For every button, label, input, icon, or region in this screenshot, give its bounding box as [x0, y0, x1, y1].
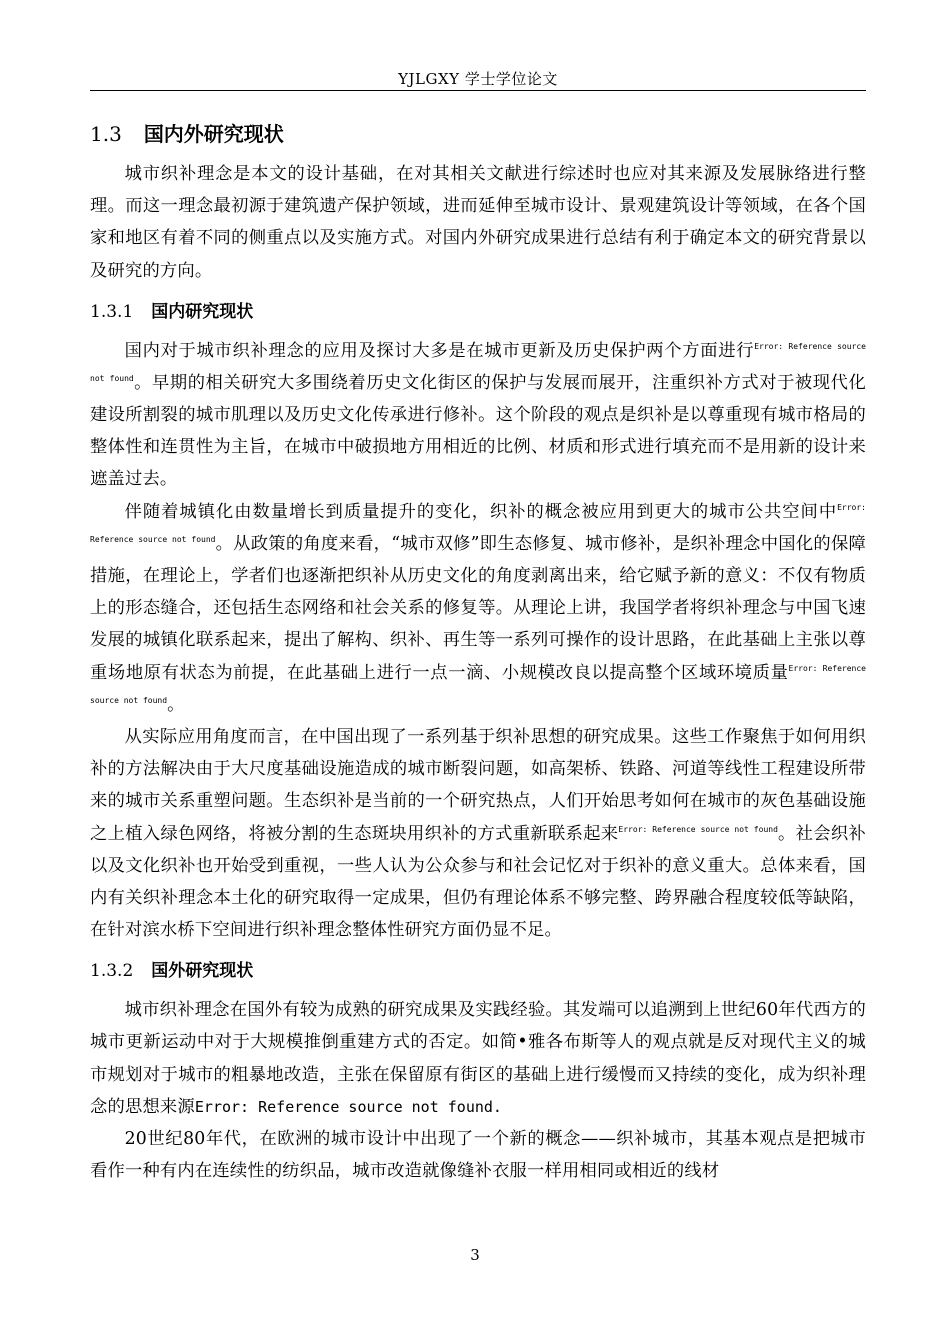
subsection-title: 国外研究现状: [151, 961, 254, 982]
page-body: [90, 112, 866, 1187]
citation-error: Error: Reference source not found: [90, 502, 866, 545]
section-heading-1-3: [90, 120, 866, 148]
header-rule: [90, 90, 866, 91]
subsection-number: 1.3.1: [90, 301, 134, 322]
page-number: 3: [470, 1246, 480, 1264]
domestic-paragraph-3: [90, 721, 866, 946]
citation-error: Error: Reference source not found: [618, 824, 778, 834]
paragraph-text: 从实际应用角度而言，在中国出现了一系列基于织补思想的研究成果。这些工作聚焦于如何用织补的方法解决由于大尺度基础设施造成的城市断裂问题，如高架桥、铁路、河道等线性工程建设所带来的城市关系重塑问题。生态织补是当前的一个研究热点，人们开始思考如何在城市的灰色基础设施之上植入绿色网络，将被分割的生态斑块用织补的方式重新联系起来: [90, 727, 866, 844]
intro-paragraph: 城市织补理念是本文的设计基础，在对其相关文献进行综述时也应对其来源及发展脉络进行整理。而这一理念最初源于建筑遗产保护领域，进而延伸至城市设计、景观建筑设计等领域，在各个国家和地区有着不同的侧重点以及实施方式。对国内外研究成果进行总结有利于确定本文的研究背景以及研究的方向。: [90, 164, 866, 281]
subsection-heading-1-3-2: [90, 960, 866, 984]
subsection-title: 国内研究现状: [151, 301, 254, 322]
subsection-number: 1.3.2: [90, 961, 134, 982]
domestic-paragraph-1: [90, 335, 866, 496]
paragraph-text: 。早期的相关研究大多围绕着历史文化街区的保护与发展而展开，注重织补方式对于被现代化建设所割裂的城市肌理以及历史文化传承进行修补。这个阶段的观点是织补是以尊重现有城市格局的整体性和连贯性为主旨，在城市中破损地方用相近的比例、材质和形式进行填充而不是用新的设计来遮盖过去。: [90, 372, 866, 490]
paragraph-text: 。: [167, 694, 185, 715]
paragraph-text: 城市织补理念在国外有较为成熟的研究成果及实践经验。其发端可以追溯到上世纪60年代西方的城市更新运动中对于大规模推倒重建方式的否定。如简•雅各布斯等人的观点就是反对现代主义的城市规划对于城市的粗暴地改造，主张在保留原有街区的基础上进行缓慢而又持续的变化，成为织补理念的思想来源: [90, 1000, 866, 1117]
domestic-paragraph-2: [90, 496, 866, 721]
section-title: 国内外研究现状: [143, 122, 284, 146]
paragraph-text: 国内对于城市织补理念的应用及探讨大多是在城市更新及历史保护两个方面进行: [124, 340, 755, 361]
running-header: YJLGXY 学士学位论文: [398, 70, 558, 88]
paragraph-text: 。从政策的角度来看，“城市双修”即生态修复、城市修补，是织补理念中国化的保障措施，在理论上，学者们也逐渐把织补从历史文化的角度剥离出来，给它赋予新的意义：不仅有物质上的形态缝合，还包括生态网络和社会关系的修复等。从理论上讲，我国学者将织补理念与中国飞速发展的城镇化联系起来，提出了解构、织补、再生等一系列可操作的设计思路，在此基础上主张以尊重场地原有状态为前提，在此基础上进行一点一滴、小规模改良以提高整个区域环境质量: [90, 533, 866, 683]
citation-error: Error: Reference source not found: [90, 341, 866, 384]
subsection-heading-1-3-1: [90, 301, 866, 325]
foreign-paragraph-1: [90, 994, 866, 1123]
section-number: 1.3: [90, 122, 122, 146]
paragraph-text: 。社会织补以及文化织补也开始受到重视，一些人认为公众参与和社会记忆对于织补的意义重大。总体来看，国内有关织补理念本土化的研究取得一定成果，但仍有理论体系不够完整、跨界融合程度较低等缺陷，在针对滨水桥下空间进行织补理念整体性研究方面仍显不足。: [90, 823, 866, 941]
paragraph-text: 伴随着城镇化由数量增长到质量提升的变化，织补的概念被应用到更大的城市公共空间中: [124, 501, 838, 522]
citation-error-inline: Error: Reference source not found.: [194, 1097, 502, 1116]
citation-error: Error: Reference source not found: [90, 663, 866, 706]
foreign-paragraph-2: 20世纪80年代，在欧洲的城市设计中出现了一个新的概念——织补城市，其基本观点是把城市看作一种有内在连续性的纺织品，城市改造就像缝补衣服一样用相同或相近的线材: [90, 1129, 866, 1182]
